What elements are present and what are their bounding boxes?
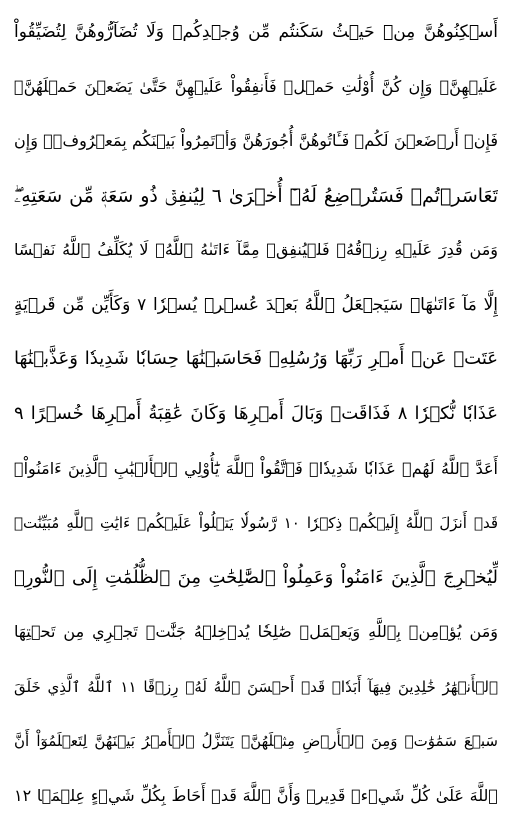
text-line-15	[14, 770, 498, 822]
text-line-11	[14, 552, 498, 604]
text-line-9-content: أَعَدَّ ٱللَّهُ لَهُمۡ عَذَابٗا شَدِيدٗاۖ فَٱتَّقُواْ ٱللَّهَ يَٰٓأُوْلِي ٱلۡأَلۡبَٰبِ ٱلَّذِينَ ءَامَنُواْۚ	[14, 458, 498, 478]
text-line-1	[14, 6, 498, 58]
text-line-8-content: عَذَابٗا نُّكۡرٗا ٨ فَذَاقَتۡ وَبَالَ أَمۡرِهَا وَكَانَ عَٰقِبَةُ أَمۡرِهَا خُسۡرًا ٩	[14, 402, 498, 424]
text-line-5-content: وَمَن قُدِرَ عَلَيۡهِ رِزۡقُهُۥ فَلۡيُنفِقۡ مِمَّآ ءَاتَىٰهُ ٱللَّهُۚ لَا يُكَلِّفُ ٱللَّهُ نَفۡسًا	[14, 240, 498, 260]
text-line-5	[14, 224, 498, 276]
text-line-10-content: قَدۡ أَنزَلَ ٱللَّهُ إِلَيۡكُمۡ ذِكۡرٗا ١٠ رَّسُولٗا يَتۡلُواْ عَلَيۡكُمۡ ءَايَٰتِ ٱللَّهِ مُبَيِّنَٰتٖ	[14, 514, 498, 533]
text-line-7	[14, 333, 498, 385]
text-line-2	[14, 61, 498, 113]
text-line-10	[14, 497, 498, 549]
text-line-15-content: ٱللَّهَ عَلَىٰ كُلِّ شَيۡءٖ قَدِيرٞ وَأَنَّ ٱللَّهَ قَدۡ أَحَاطَ بِكُلِّ شَيۡءٍ عِلۡمَۢا ١٢	[14, 785, 498, 805]
text-line-3	[14, 115, 498, 167]
text-line-12-content: وَمَن يُؤۡمِنۢ بِٱللَّهِ وَيَعۡمَلۡ صَٰلِحٗا يُدۡخِلۡهُ جَنَّٰتٖ تَجۡرِي مِن تَحۡتِهَا	[14, 622, 498, 642]
text-line-4	[14, 170, 498, 222]
text-line-7-content: عَتَتۡ عَنۡ أَمۡرِ رَبِّهَا وَرُسُلِهِۦ فَحَاسَبۡنَٰهَا حِسَابٗا شَدِيدٗا وَعَذَّبۡنَٰهَا	[14, 348, 498, 370]
text-line-11-content: لِّيُخۡرِجَ ٱلَّذِينَ ءَامَنُواْ وَعَمِلُواْ ٱلصَّٰلِحَٰتِ مِنَ ٱلظُّلُمَٰتِ إِلَى ٱلنُّورِۚ	[14, 566, 498, 588]
text-line-14	[14, 715, 498, 767]
text-line-1-content: أَسۡكِنُوهُنَّ مِنۡ حَيۡثُ سَكَنتُم مِّن وُجۡدِكُمۡ وَلَا تُضَآرُّوهُنَّ لِتُضَيِّقُواْ	[14, 22, 498, 42]
text-line-4-content: تَعَاسَرۡتُمۡ فَسَتُرۡضِعُ لَهُۥٓ أُخۡرَىٰ ٦ لِيُنفِقۡ ذُو سَعَةٖ مِّن سَعَتِهِۦۖ	[14, 184, 498, 207]
text-line-14-content: سَبۡعَ سَمَٰوَٰتٖ وَمِنَ ٱلۡأَرۡضِ مِثۡلَهُنَّۖ يَتَنَزَّلُ ٱلۡأَمۡرُ بَيۡنَهُنَّ لِتَعۡلَمُوٓاْ أَنَّ	[14, 732, 498, 751]
text-line-9	[14, 443, 498, 495]
verse-lines	[14, 6, 498, 822]
text-line-13	[14, 661, 498, 713]
text-line-2-content: عَلَيۡهِنَّۚ وَإِن كُنَّ أُوْلَٰتِ حَمۡلٖ فَأَنفِقُواْ عَلَيۡهِنَّ حَتَّىٰ يَضَعۡنَ حَمۡلَهُنَّۚ	[14, 76, 498, 96]
text-line-6	[14, 279, 498, 331]
text-line-8	[14, 388, 498, 440]
text-line-13-content: ٱلۡأَنۡهَٰرُ خَٰلِدِينَ فِيهَآ أَبَدٗاۖ قَدۡ أَحۡسَنَ ٱللَّهُ لَهُۥ رِزۡقًا ١١ ٱللَّهُ ٱلَّذِي خَلَقَ	[14, 677, 498, 696]
text-line-12	[14, 606, 498, 658]
text-line-3-content: فَإِنۡ أَرۡضَعۡنَ لَكُمۡ فَـَٔاتُوهُنَّ أُجُورَهُنَّ وَأۡتَمِرُواْ بَيۡنَكُم بِمَعۡرُوفٖۖ وَإِن	[14, 131, 498, 151]
text-line-6-content: إِلَّا مَآ ءَاتَىٰهَاۚ سَيَجۡعَلُ ٱللَّهُ بَعۡدَ عُسۡرٖ يُسۡرٗا ٧ وَكَأَيِّن مِّن قَرۡيَةٍ	[14, 294, 498, 315]
